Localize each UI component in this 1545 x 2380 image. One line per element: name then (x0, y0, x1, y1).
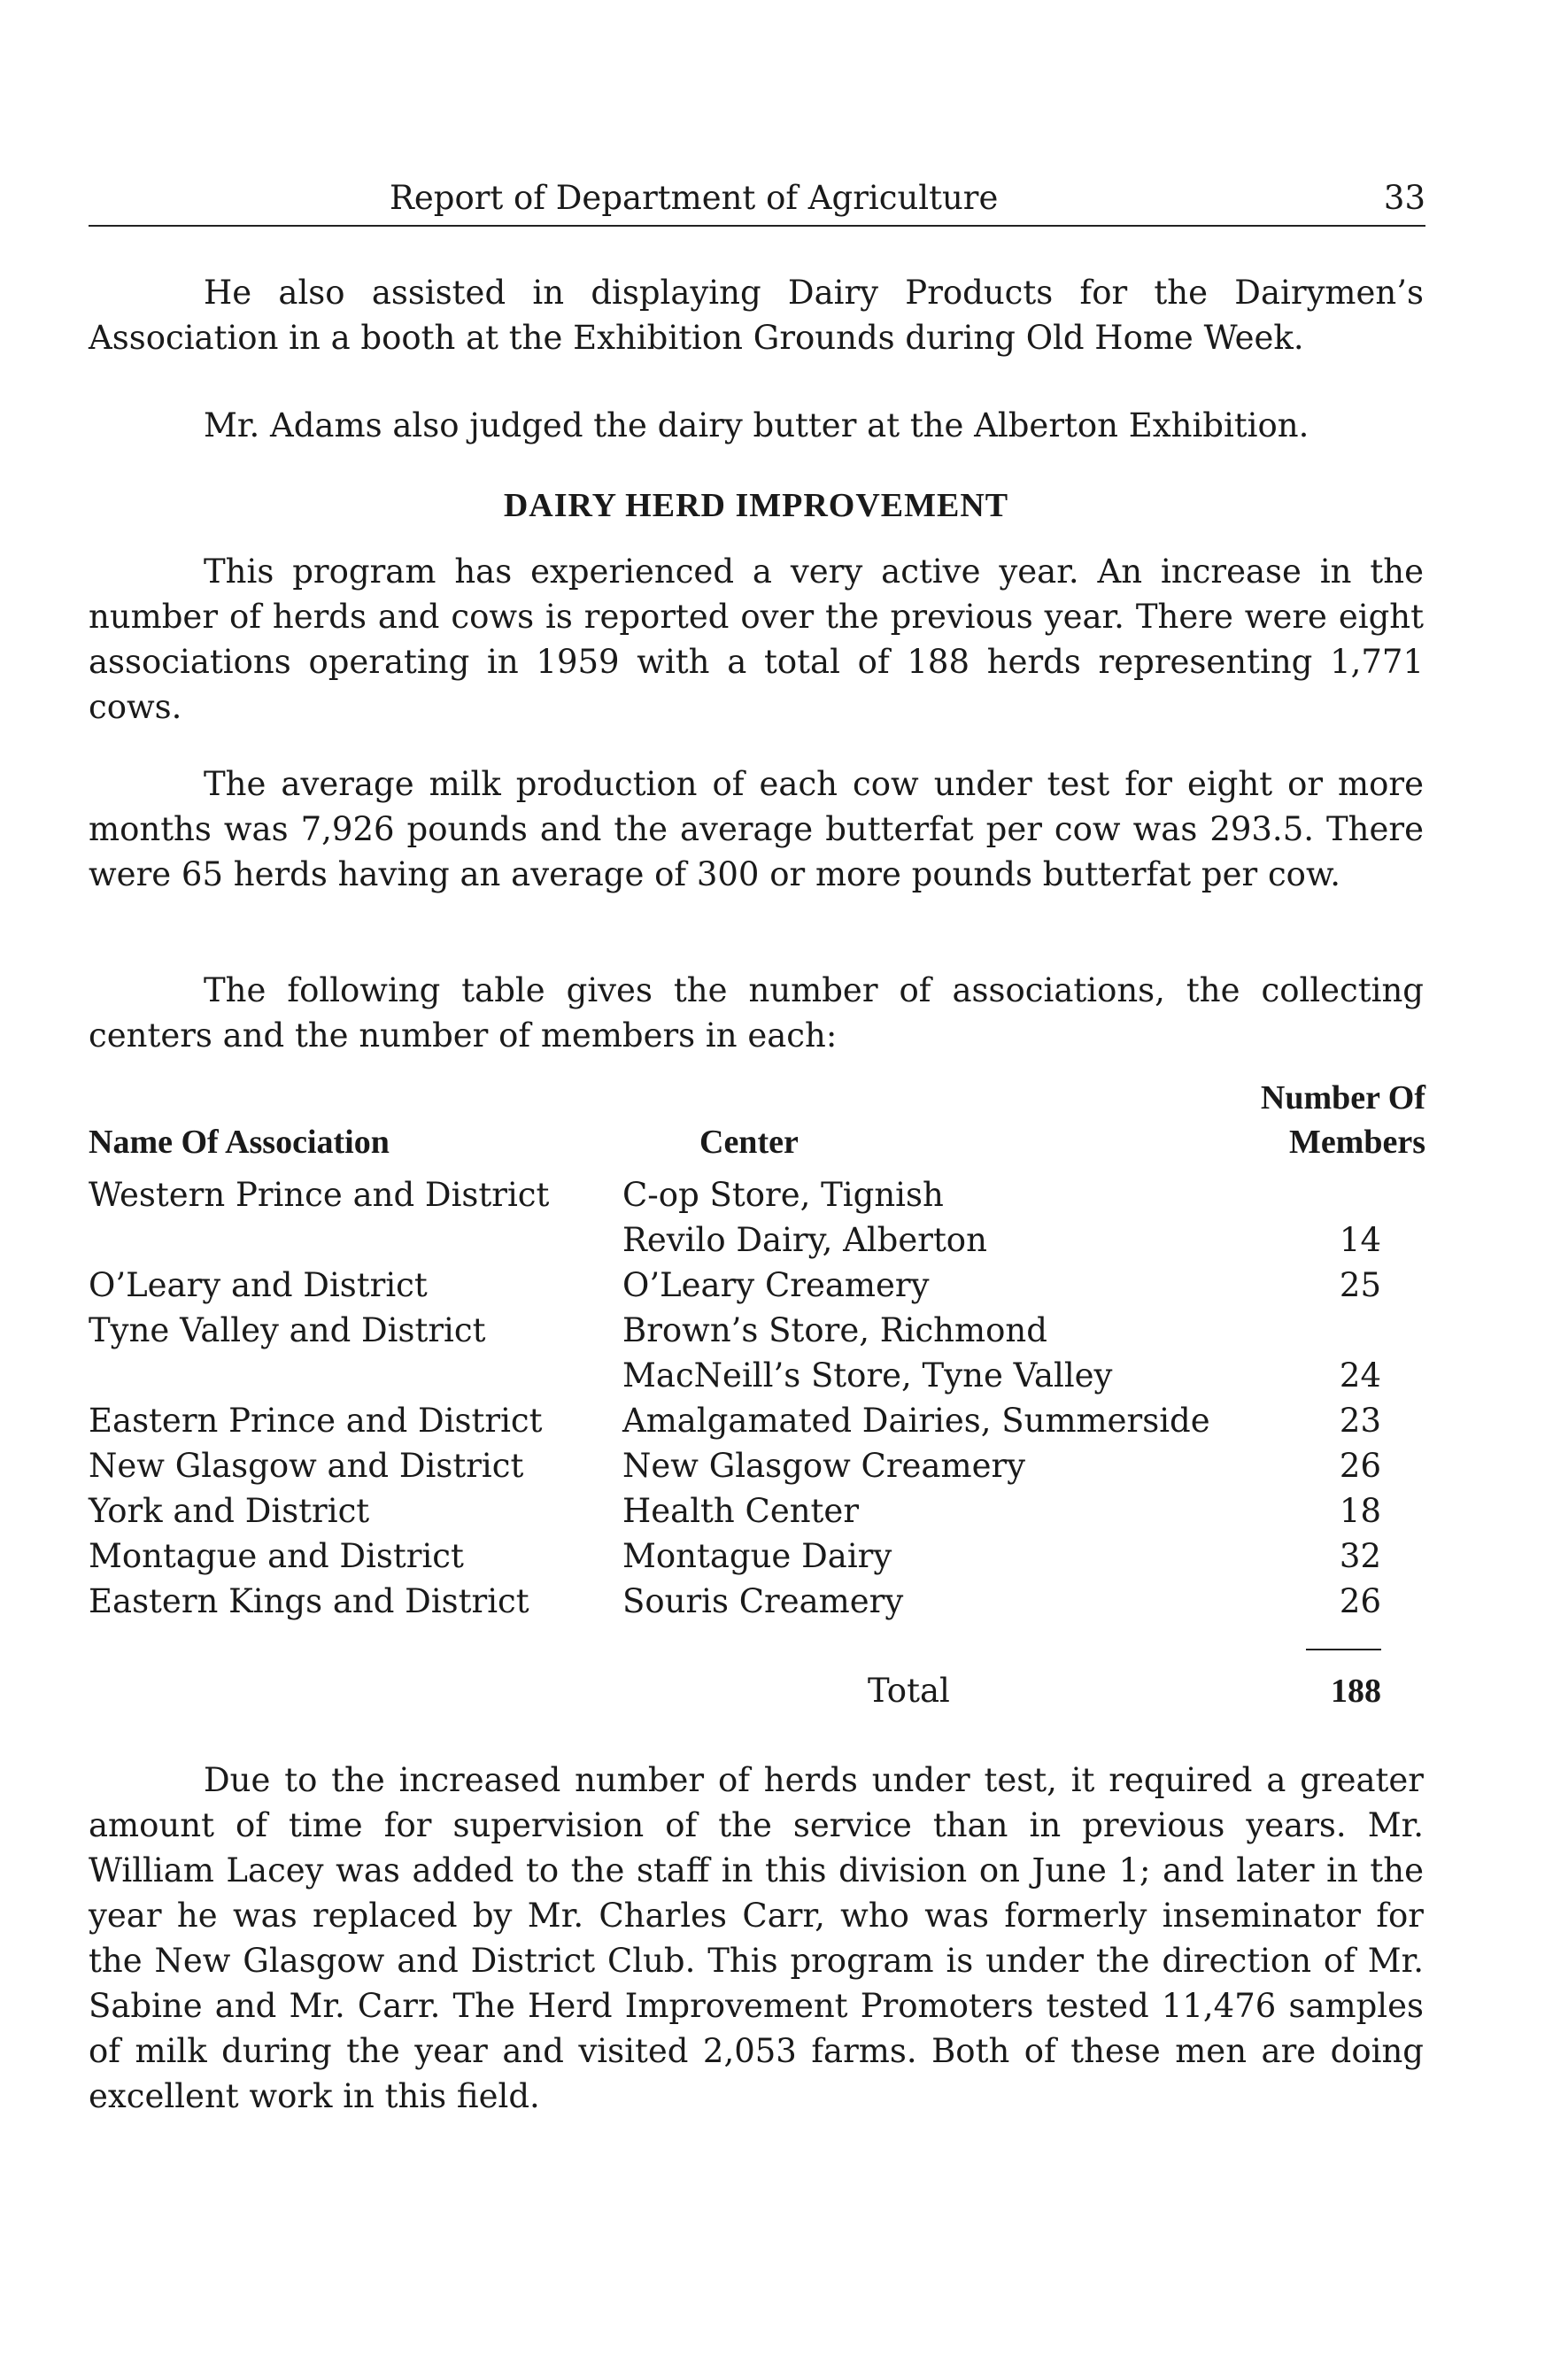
paragraph-supervision: Due to the increased number of herds under test, it required a greater amount of time for supervision of the service than in previous years. Mr. William Lacey was added to the staff in this division on June 1; and later in the year he was replaced by Mr. Charles Carr, who was formerly inseminator for the New Glasgow and District Club. This program is under the direction of Mr. Sabine and Mr. Carr. The Herd Improvement Promoters tested 11,476 samples of milk during the year and visited 2,053 farms. Both of these men are doing excellent work in this field. (89, 1761, 1424, 2115)
column-header-members-line1: Number Of (1260, 1079, 1425, 1117)
total-label: Total (868, 1672, 950, 1710)
member-count: 14 (1339, 1221, 1381, 1259)
center-name: O’Leary Creamery (622, 1266, 930, 1304)
paragraph-table-intro: The following table gives the number of associations, the collecting centers and the number of members in each: (89, 971, 1424, 1055)
center-name: Health Center (622, 1492, 860, 1530)
association-name: O’Leary and District (89, 1266, 428, 1304)
page-number: 33 (1383, 179, 1425, 217)
member-count: 24 (1339, 1356, 1381, 1395)
association-name: Eastern Kings and District (89, 1582, 529, 1620)
section-heading: DAIRY HERD IMPROVEMENT (503, 487, 1009, 524)
center-name: Brown’s Store, Richmond (622, 1311, 1047, 1349)
association-name: York and District (89, 1492, 370, 1530)
association-name: Western Prince and District (89, 1176, 550, 1214)
center-name: MacNeill’s Store, Tyne Valley (622, 1356, 1113, 1395)
member-count: 25 (1339, 1266, 1381, 1304)
header-title: Report of Department of Agriculture (390, 179, 999, 217)
total-divider (1306, 1649, 1381, 1650)
running-header (89, 175, 1425, 227)
paragraph-exhibition-booth: He also assisted in displaying Dairy Products for the Dairymen’s Association in a booth at the Exhibition Grounds during Old Home Week. (89, 274, 1424, 357)
center-name: Montague Dairy (622, 1537, 892, 1575)
center-name: Souris Creamery (622, 1582, 904, 1620)
center-name: Amalgamated Dairies, Summerside (622, 1402, 1210, 1440)
center-name: Revilo Dairy, Alberton (622, 1221, 987, 1259)
total-value: 188 (1331, 1673, 1381, 1710)
association-name: Tyne Valley and District (89, 1311, 486, 1349)
column-header-members-line2: Members (1288, 1124, 1425, 1161)
center-name: New Glasgow Creamery (622, 1447, 1026, 1485)
paragraph-program-summary: This program has experienced a very active year. An increase in the number of herds and cows is reported over the previous year. There were eight associations operating in 1959 with a total of 188 herds representing 1,771 cows. (89, 552, 1424, 726)
paragraph-milk-production: The average milk production of each cow under test for eight or more months was 7,926 pounds and the average butterfat per cow was 293.5. There were 65 herds having an average of 300 or more pounds butterfat per cow. (89, 765, 1424, 893)
member-count: 23 (1339, 1402, 1381, 1440)
association-name: Montague and District (89, 1537, 464, 1575)
member-count: 18 (1339, 1492, 1381, 1530)
center-name: C-op Store, Tignish (622, 1176, 944, 1214)
member-count: 26 (1339, 1447, 1381, 1485)
member-count: 26 (1339, 1582, 1381, 1620)
column-header-center: Center (699, 1124, 799, 1161)
paragraph-butter-judging: Mr. Adams also judged the dairy butter at the Alberton Exhibition. (204, 406, 1309, 444)
column-header-association: Name Of Association (89, 1124, 390, 1161)
member-count: 32 (1339, 1537, 1381, 1575)
associations-table (89, 1076, 1425, 1731)
association-name: New Glasgow and District (89, 1447, 524, 1485)
association-name: Eastern Prince and District (89, 1402, 543, 1440)
